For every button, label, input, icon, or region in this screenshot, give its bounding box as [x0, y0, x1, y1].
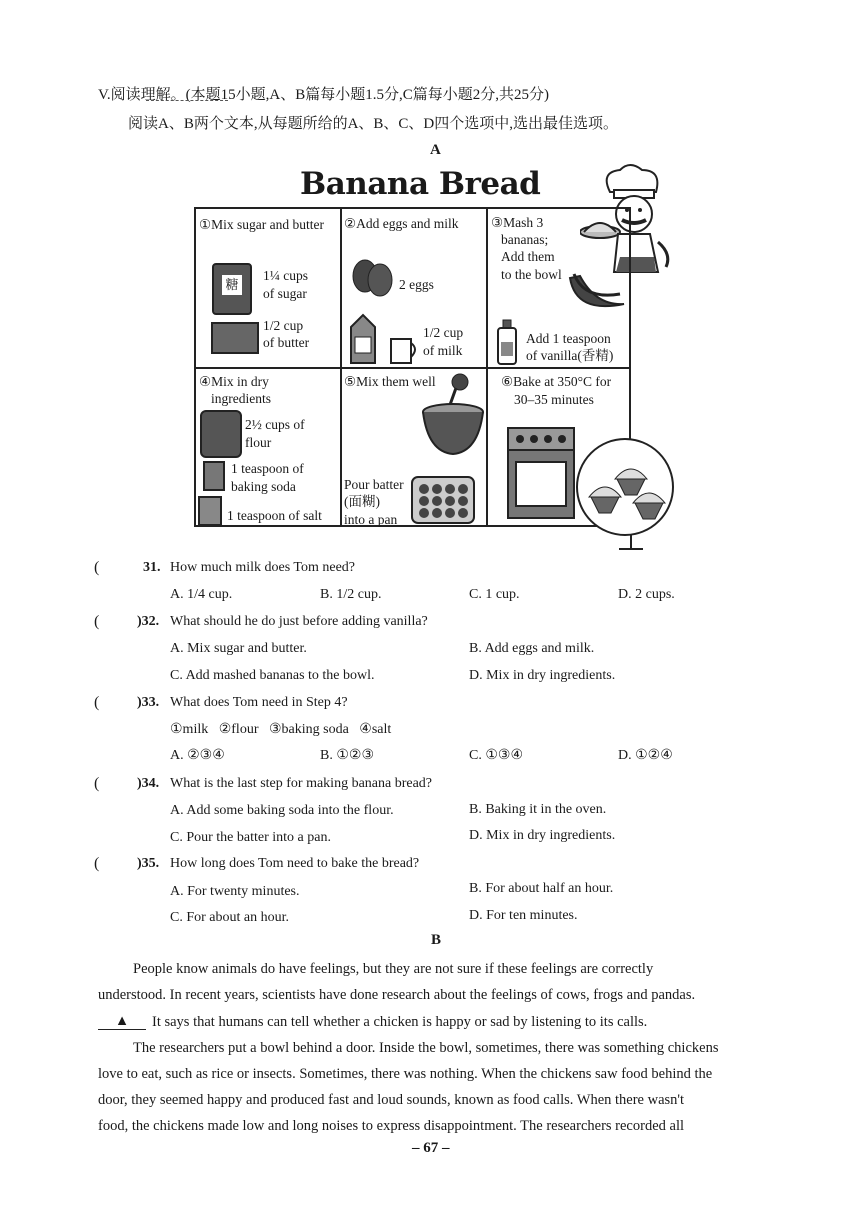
q33-option-a[interactable]: A. ②③④ — [170, 748, 225, 763]
step6-label-line2: 30–35 minutes — [514, 392, 594, 407]
q34-paren: ( — [94, 775, 100, 792]
q34-text: What is the last step for making banana bread? — [170, 776, 433, 791]
q31-option-b[interactable]: B. 1/2 cup. — [320, 587, 382, 602]
q35-paren: ( — [94, 855, 100, 872]
q32-paren: ( — [94, 613, 100, 630]
q31-option-c[interactable]: C. 1 cup. — [469, 587, 520, 602]
grid-divider — [194, 367, 631, 369]
q33-option-d[interactable]: D. ①②④ — [618, 748, 673, 763]
q34-number: )34. — [137, 776, 160, 791]
flour-bag-icon — [200, 410, 242, 458]
step5-item-line2: (面糊) — [344, 494, 380, 509]
section-instruction: 阅读A、B两个文本,从每题所给的A、B、C、D四个选项中,选出最佳选项。 — [128, 116, 619, 132]
step1-item2-line1: 1/2 cup — [263, 318, 304, 333]
step2-item2-line1: 1/2 cup — [423, 325, 464, 340]
q33-text: What does Tom need in Step 4? — [170, 695, 348, 710]
step1-label: ①Mix sugar and butter — [199, 217, 324, 232]
step1-item2-line2: of butter — [263, 335, 310, 350]
eggs-icon — [352, 256, 394, 300]
q33-number: )33. — [137, 695, 160, 710]
passage-b-line6: door, they seemed happy and produced fast and loud sounds, known as food calls. When there wasn't — [98, 1092, 685, 1108]
step3-item-line2: of vanilla(香精) — [526, 348, 614, 363]
bananas-icon — [566, 270, 628, 320]
step2-item2-line2: of milk — [423, 343, 463, 358]
passage-b-line4: The researchers put a bowl behind a door. Inside the bowl, sometimes, there was something chickens — [133, 1040, 719, 1056]
recipe-title: Banana Bread — [300, 166, 541, 202]
baking-soda-icon — [203, 461, 225, 491]
q35-option-d[interactable]: D. For ten minutes. — [469, 908, 578, 923]
oven-icon — [506, 424, 576, 520]
q31-option-a[interactable]: A. 1/4 cup. — [170, 587, 233, 602]
step6-label-line1: ⑥Bake at 350°C for — [501, 374, 612, 389]
step3-label-line3: Add them — [501, 249, 555, 264]
q31-paren: ( — [94, 559, 100, 576]
section-label-b: B — [431, 932, 442, 948]
q32-text: What should he do just before adding vanilla? — [170, 614, 428, 629]
passage-b-line1: People know animals do have feelings, but they are not sure if these feelings are correctly — [133, 961, 654, 977]
passage-b-line2: understood. In recent years, scientists have done research about the feelings of cows, frogs and pandas. — [98, 987, 696, 1003]
q35-option-a[interactable]: A. For twenty minutes. — [170, 884, 300, 899]
q35-option-b[interactable]: B. For about half an hour. — [469, 881, 614, 896]
q34-option-b[interactable]: B. Baking it in the oven. — [469, 802, 607, 817]
sugar-bag-icon — [212, 263, 252, 315]
passage-b-blank: ▲ — [98, 1013, 146, 1030]
q32-option-b[interactable]: B. Add eggs and milk. — [469, 641, 595, 656]
q32-option-d[interactable]: D. Mix in dry ingredients. — [469, 668, 616, 683]
q33-paren: ( — [94, 694, 100, 711]
q32-option-a[interactable]: A. Mix sugar and butter. — [170, 641, 307, 656]
q35-option-c[interactable]: C. For about an hour. — [170, 910, 289, 925]
q33-option-b[interactable]: B. ①②③ — [320, 748, 374, 763]
sugar-bag-text: 糖 — [222, 275, 242, 295]
section-label-a: A — [430, 142, 441, 158]
step1-item1-line2: of sugar — [263, 286, 307, 301]
passage-b-line7: food, the chickens made low and long noises to express disappointment. The researchers recorded all — [98, 1118, 684, 1134]
q35-text: How long does Tom need to bake the bread? — [170, 856, 420, 871]
passage-b-line3: It says that humans can tell whether a chicken is happy or sad by listening to its calls. — [152, 1014, 648, 1030]
vanilla-bottle-icon — [496, 318, 518, 366]
step4-item2-line2: baking soda — [231, 479, 296, 494]
section-heading: V.阅读理解。(本题15小题,A、B篇每小题1.5分,C篇每小题2分,共25分) — [98, 87, 549, 103]
q31-text: How much milk does Tom need? — [170, 560, 356, 575]
q35-number: )35. — [137, 856, 160, 871]
step5-item-line1: Pour batter — [344, 477, 404, 492]
milk-carton-icon — [347, 313, 419, 365]
butter-icon — [211, 322, 259, 354]
q33-choices: ①milk ②flour ③baking soda ④salt — [170, 722, 392, 737]
step3-label-line2: bananas; — [501, 232, 549, 247]
step3-item-line1: Add 1 teaspoon — [526, 331, 611, 346]
mixing-bowl-icon — [420, 372, 486, 460]
page-number: – 67 – — [412, 1140, 450, 1156]
q34-option-c[interactable]: C. Pour the batter into a pan. — [170, 830, 331, 845]
step4-label-line2: ingredients — [211, 391, 271, 406]
step1-item1-line1: 1¼ cups — [263, 268, 308, 283]
step3-label-line1: ③Mash 3 — [491, 215, 544, 230]
q34-option-a[interactable]: A. Add some baking soda into the flour. — [170, 803, 394, 818]
cupcakes-icon — [575, 437, 675, 557]
q33-option-c[interactable]: C. ①③④ — [469, 748, 523, 763]
step4-item1-line2: flour — [245, 435, 272, 450]
step4-label-line1: ④Mix in dry — [199, 374, 269, 389]
q34-option-d[interactable]: D. Mix in dry ingredients. — [469, 828, 616, 843]
step4-item1-line1: 2½ cups of — [245, 417, 305, 432]
step2-item1: 2 eggs — [399, 277, 434, 292]
step3-label-line4: to the bowl — [501, 267, 562, 282]
step5-label: ⑤Mix them well — [344, 374, 436, 389]
step5-item-line3: into a pan — [344, 512, 398, 527]
muffin-pan-icon — [410, 475, 476, 525]
step2-label: ②Add eggs and milk — [344, 216, 459, 231]
q31-number: 31. — [143, 560, 161, 575]
step4-item2-line1: 1 teaspoon of — [231, 461, 304, 476]
q32-number: )32. — [137, 614, 160, 629]
q31-option-d[interactable]: D. 2 cups. — [618, 587, 675, 602]
heading-underline — [146, 100, 228, 101]
step4-item3: 1 teaspoon of salt — [227, 508, 322, 523]
salt-icon — [198, 496, 222, 526]
passage-b-line5: love to eat, such as rice or insects. Sometimes, there was nothing. When the chickens saw food behind the — [98, 1066, 713, 1082]
q32-option-c[interactable]: C. Add mashed bananas to the bowl. — [170, 668, 375, 683]
